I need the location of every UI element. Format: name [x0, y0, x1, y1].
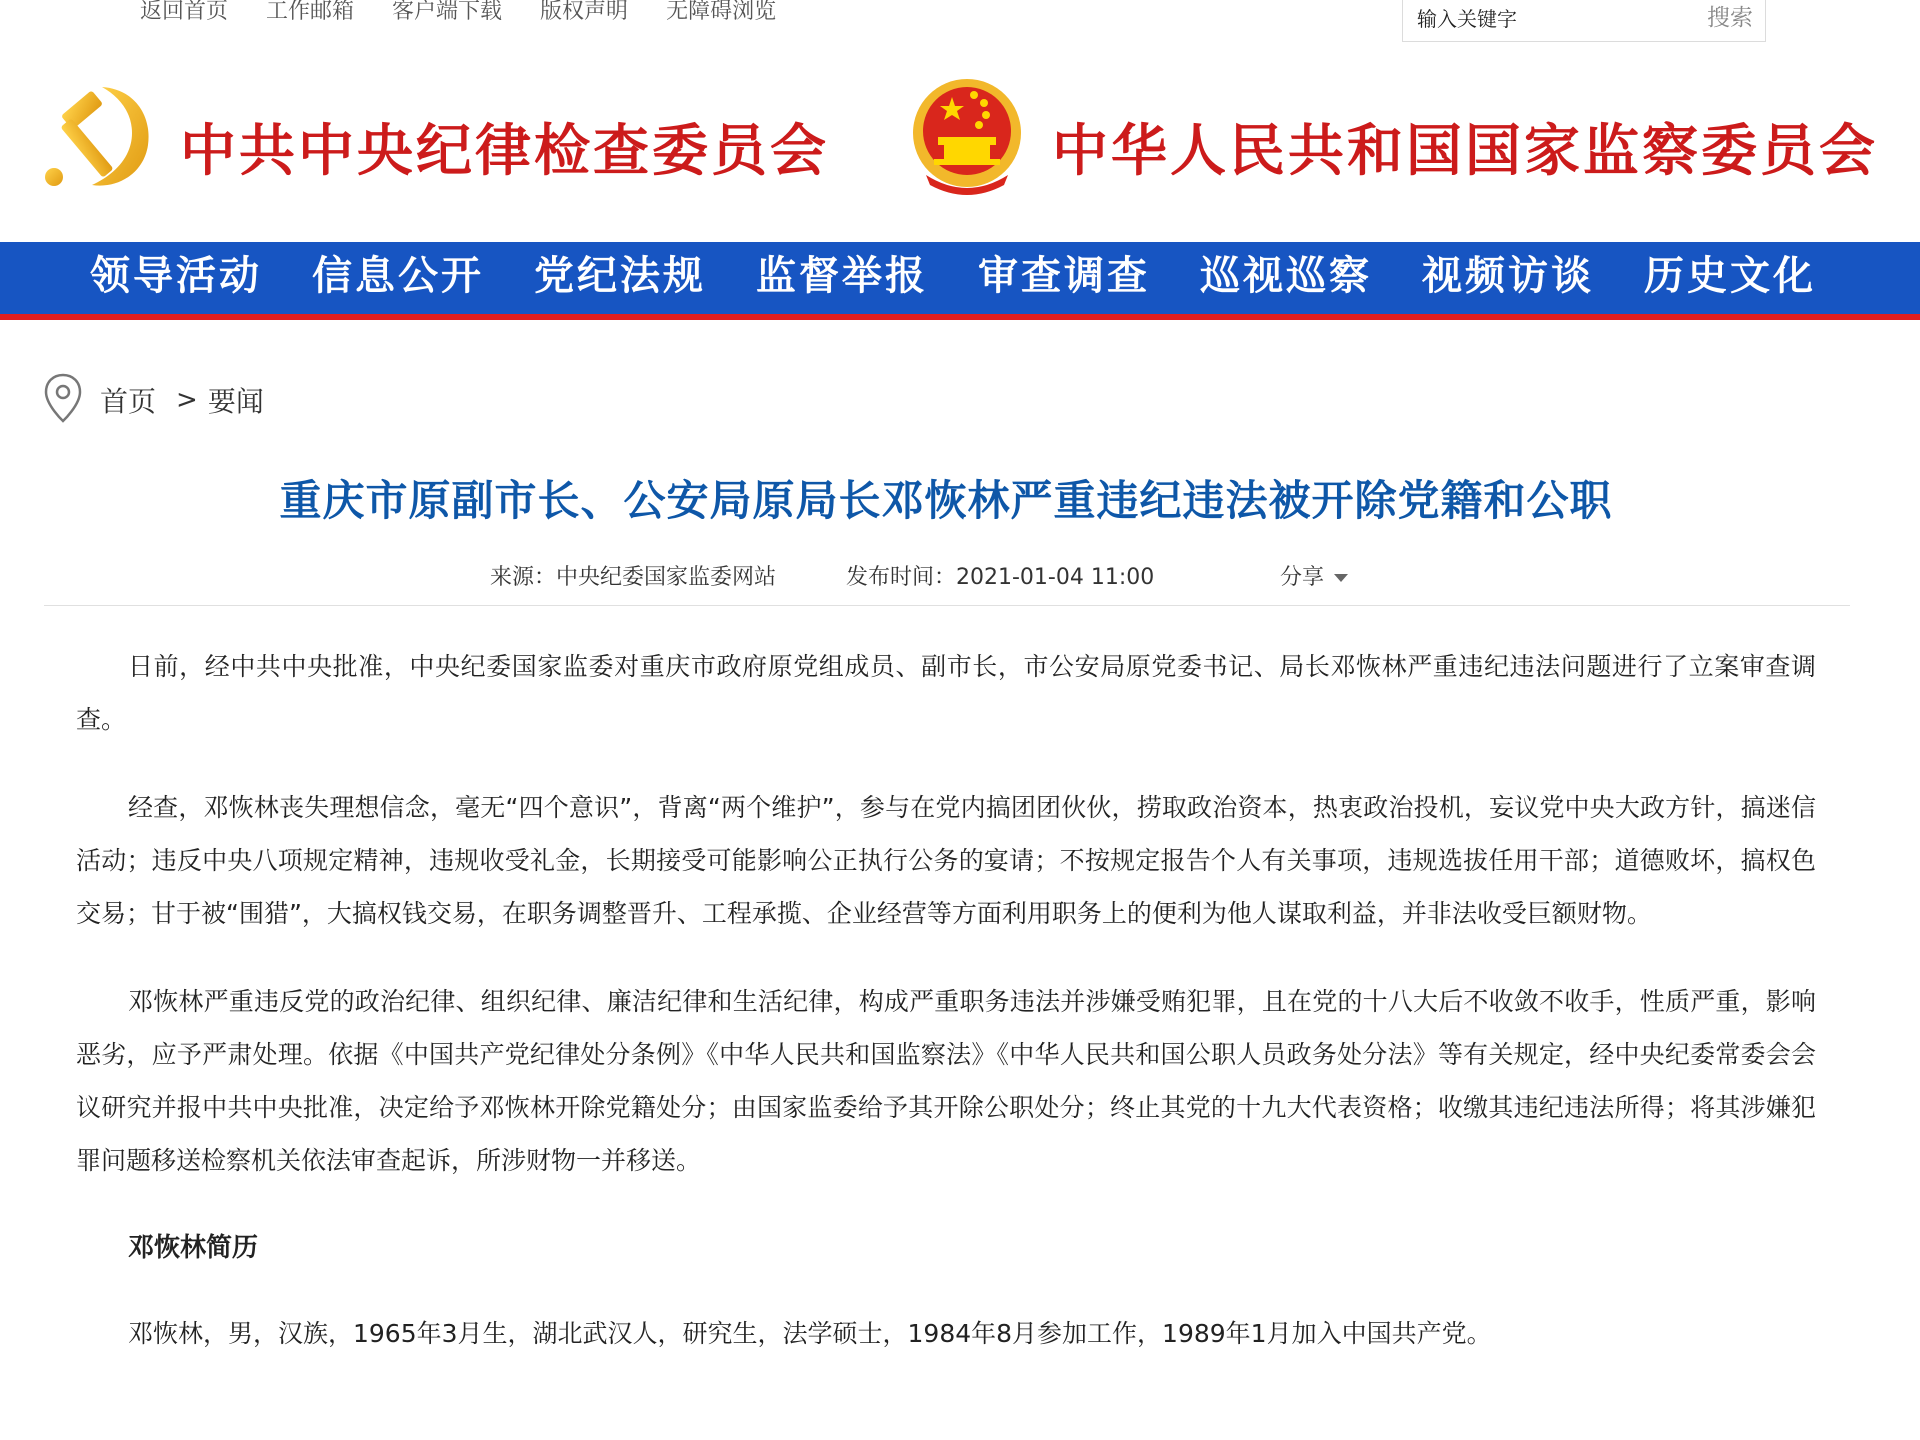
nav-item-history[interactable]: 历史文化 — [1644, 252, 1816, 299]
article-body — [76, 640, 1816, 1395]
resume-paragraph: 邓恢林，男，汉族，1965年3月生，湖北武汉人，研究生，法学硕士，1984年8月参加工作，1989年1月加入中国共产党。 — [128, 1319, 1492, 1348]
share-label: 分享 — [1280, 565, 1325, 590]
top-link-copyright[interactable]: 版权声明 — [540, 0, 629, 24]
party-emblem-icon[interactable] — [40, 75, 160, 199]
site-header — [0, 75, 1920, 205]
nav-item-leadership[interactable]: 领导活动 — [90, 252, 262, 299]
nav-item-inspection[interactable]: 巡视巡察 — [1200, 252, 1372, 299]
top-link-mail[interactable]: 工作邮箱 — [266, 0, 355, 24]
article-title: 重庆市原副市长、公安局原局长邓恢林严重违纪违法被开除党籍和公职 — [279, 476, 1613, 525]
article-paragraph: 日前，经中共中央批准，中央纪委国家监委对重庆市政府原党组成员、副市长，市公安局原党委书记、局长邓恢林严重违纪违法问题进行了立案审查调查。 — [76, 652, 1816, 734]
nav-item-report[interactable]: 监督举报 — [756, 252, 928, 299]
national-emblem-icon[interactable] — [908, 75, 1026, 201]
top-links-bar — [140, 0, 776, 30]
breadcrumb-home[interactable]: 首页 — [100, 385, 157, 418]
location-pin-icon — [42, 372, 84, 428]
nav-item-investigation[interactable]: 审查调查 — [978, 252, 1150, 299]
article-paragraph: 经查，邓恢林丧失理想信念，毫无“四个意识”，背离“两个维护”，参与在党内搞团团伙伙，捞取政治资本，热衷政治投机，妄议党中央大政方针，搞迷信活动；违反中央八项规定精神，违规收受礼金，长期接受可能影响公正执行公务的宴请；不按规定报告个人有关事项，违规选拔任用干部；道德败坏，搞权色交易；甘于被“围猎”，大搞权钱交易，在职务调整晋升、工程承揽、企业经营等方面利用职务上的便利为他人谋取利益，并非法收受巨额财物。 — [76, 793, 1816, 928]
search-box — [1402, 0, 1766, 42]
article-meta — [0, 560, 1920, 590]
nav-item-regulations[interactable]: 党纪法规 — [534, 252, 706, 299]
article-publish-time: 发布时间：2021-01-04 11:00 — [846, 565, 1155, 590]
article-paragraph: 邓恢林严重违反党的政治纪律、组织纪律、廉洁纪律和生活纪律，构成严重职务违法并涉嫌受贿犯罪，且在党的十八大后不收敛不收手，性质严重，影响恶劣，应予严肃处理。依据《中国共产党纪律处分条例》《中华人民共和国监察法》《中华人民共和国公职人员政务处分法》等有关规定，经中央纪委常委会会议研究并报中共中央批准，决定给予邓恢林开除党籍处分；由国家监委给予其开除公职处分；终止其党的十九大代表资格；收缴其违纪违法所得；将其涉嫌犯罪问题移送检察机关依法审查起诉，所涉财物一并移送。 — [76, 987, 1816, 1175]
breadcrumb-separator: > — [176, 385, 198, 415]
main-nav — [0, 242, 1920, 320]
search-input[interactable] — [1417, 0, 1677, 38]
breadcrumb-current[interactable]: 要闻 — [207, 385, 264, 418]
breadcrumb — [42, 372, 264, 428]
cc-discipline-commission-title: 中共中央纪律检查委员会 — [180, 118, 829, 184]
article-source: 来源：中央纪委国家监委网站 — [490, 565, 777, 590]
search-button[interactable]: 搜索 — [1707, 5, 1753, 31]
top-link-accessibility[interactable]: 无障碍浏览 — [666, 0, 777, 24]
top-link-home[interactable]: 返回首页 — [140, 0, 229, 24]
title-divider — [44, 605, 1850, 606]
nav-item-info-disclosure[interactable]: 信息公开 — [312, 252, 484, 299]
share-button[interactable] — [1280, 560, 1348, 591]
nav-item-video[interactable]: 视频访谈 — [1422, 252, 1594, 299]
top-link-client-download[interactable]: 客户端下载 — [392, 0, 503, 24]
chevron-down-icon — [1334, 574, 1348, 582]
national-supervision-commission-title: 中华人民共和国国家监察委员会 — [1052, 118, 1878, 184]
resume-heading: 邓恢林简历 — [128, 1233, 259, 1263]
